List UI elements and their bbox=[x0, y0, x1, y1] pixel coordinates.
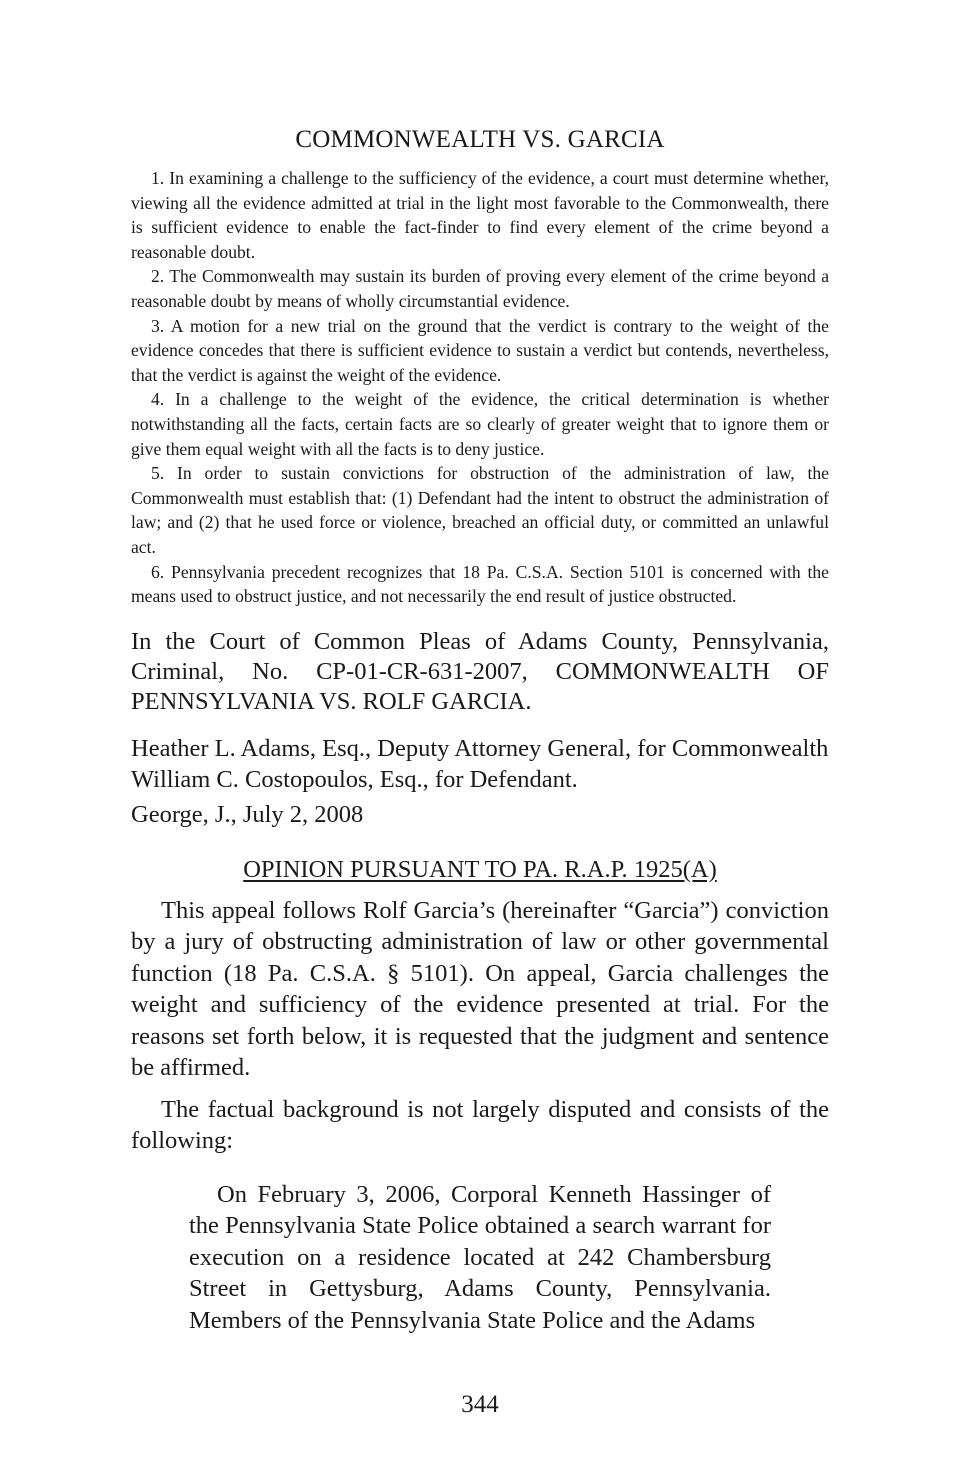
headnote-3: 3. A motion for a new trial on the ground that the verdict is contrary to the weight of the evidence concedes that there is sufficient evidence to sustain a verdict but contends, nevertheless, that the verdict is against the weight of the evidence. bbox=[131, 315, 829, 385]
body-paragraph-1: This appeal follows Rolf Garcia’s (hereinafter “Garcia”) conviction by a jury of obstructing administration of law or other governmental function (18 Pa. C.S.A. § 5101). On appeal, Garcia challenges the weight and sufficiency of the evidence presented at trial. For the reasons set forth below, it is requested that the judgment and sentence be affirmed. bbox=[131, 896, 829, 1082]
headnote-2: 2. The Commonwealth may sustain its burden of proving every element of the crime beyond a reasonable doubt by means of wholly circumstantial evidence. bbox=[131, 266, 829, 311]
block-quote: On February 3, 2006, Corporal Kenneth Hassinger of the Pennsylvania State Police obtained a search warrant for execution on a residence located at 242 Chambersburg Street in Gettysburg, Adams County, Pennsylvania. Members of the Pennsylvania State Police and the Adams bbox=[189, 1180, 771, 1334]
headnote-5: 5. In order to sustain convictions for obstruction of the administration of law, the Commonwealth must establish that: (1) Defendant had the intent to obstruct the administration of law; and (2) that he used force or violence, breached an official duty, or committed an unlawful act. bbox=[131, 463, 829, 557]
headnote-6: 6. Pennsylvania precedent recognizes that 18 Pa. C.S.A. Section 5101 is concerned with the means used to obstruct justice, and not necessarily the end result of justice obstructed. bbox=[131, 561, 829, 607]
page-number: 344 bbox=[461, 1391, 499, 1418]
opinion-title: OPINION PURSUANT TO PA. R.A.P. 1925(A) bbox=[243, 855, 717, 883]
running-head: COMMONWEALTH VS. GARCIA bbox=[295, 126, 665, 153]
headnotes bbox=[131, 166, 829, 609]
judge-line: George, J., July 2, 2008 bbox=[131, 800, 364, 828]
counsel-defendant: William C. Costopoulos, Esq., for Defendant. bbox=[131, 765, 578, 793]
counsel-block bbox=[131, 733, 829, 795]
headnote-1: 1. In examining a challenge to the sufficiency of the evidence, a court must determine whether, viewing all the evidence admitted at trial in the light most favorable to the Commonwealth, there is sufficient evidence to enable the fact-finder to find every element of the crime beyond a reasonable doubt. bbox=[131, 168, 829, 262]
counsel-commonwealth: Heather L. Adams, Esq., Deputy Attorney General, for Commonwealth bbox=[131, 734, 829, 762]
page-content bbox=[131, 124, 829, 1336]
headnote-4: 4. In a challenge to the weight of the evidence, the critical determination is whether notwithstanding all the facts, certain facts are so clearly of greater weight that to ignore them or give them equal weight with all the facts is to deny justice. bbox=[131, 389, 829, 459]
case-caption: In the Court of Common Pleas of Adams County, Pennsylvania, Criminal, No. CP-01-CR-631-2007, COMMONWEALTH OF PENNSYLVANIA VS. ROLF GARCIA. bbox=[131, 627, 829, 715]
body-paragraph-2: The factual background is not largely disputed and consists of the following: bbox=[131, 1095, 829, 1155]
